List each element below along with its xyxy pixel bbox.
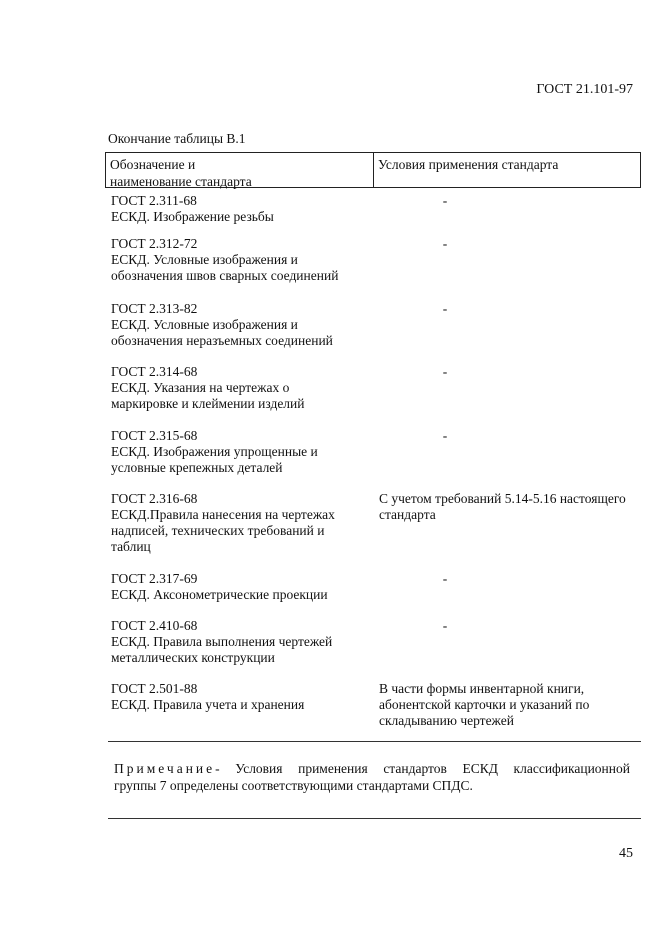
conditions-cell	[373, 364, 641, 428]
table-row	[105, 364, 641, 428]
standard-name: маркировке и клеймении изделий	[111, 396, 305, 411]
divider-bottom	[108, 818, 641, 819]
conditions-cell	[373, 618, 641, 681]
page-number: 45	[619, 846, 633, 861]
standard-name: ЕСКД. Правила учета и хранения	[111, 697, 305, 712]
designation-cell	[105, 681, 373, 731]
table-header	[105, 152, 641, 188]
condition-text: складыванию чертежей	[379, 713, 514, 728]
table-row	[105, 618, 641, 681]
conditions-cell	[373, 681, 641, 731]
standards-table	[105, 152, 641, 731]
note-line	[114, 760, 630, 777]
standard-name: ЕСКД. Условные изображения и	[111, 317, 298, 332]
standard-code: ГОСТ 2.313-82	[111, 301, 198, 316]
standard-code: ГОСТ 2.410-68	[111, 618, 198, 633]
standard-name: таблиц	[111, 539, 151, 554]
table-row	[105, 571, 641, 618]
standard-code: ГОСТ 2.312-72	[111, 236, 198, 251]
standard-code: ГОСТ 2.501-88	[111, 681, 198, 696]
conditions-cell	[373, 301, 641, 364]
table-row	[105, 681, 641, 731]
standard-name: ЕСКД.Правила нанесения на чертежах	[111, 507, 335, 522]
standard-name: металлических конструкции	[111, 650, 275, 665]
note-label: Примечание	[114, 761, 216, 776]
condition-text: абонентской карточки и указаний по	[379, 697, 590, 712]
conditions-cell	[373, 491, 641, 571]
standard-name: ЕСКД. Правила выполнения чертежей	[111, 634, 333, 649]
table-row	[105, 236, 641, 301]
document-code: ГОСТ 21.101-97	[536, 82, 633, 97]
condition-text: -	[442, 301, 448, 316]
table-row	[105, 428, 641, 491]
standard-code: ГОСТ 2.315-68	[111, 428, 198, 443]
condition-text: -	[442, 236, 448, 251]
col-header-conditions: Условия применения стандарта	[378, 157, 559, 172]
table-row	[105, 301, 641, 364]
col-header-designation	[106, 153, 374, 187]
standard-name: обозначения неразъемных соединений	[111, 333, 333, 348]
col-header-line: Обозначение и	[110, 157, 196, 172]
col-header-line: наименование стандарта	[110, 174, 252, 189]
table-caption: Окончание таблицы В.1	[108, 131, 246, 146]
standard-name: ЕСКД. Изображение резьбы	[111, 209, 274, 224]
table-row	[105, 491, 641, 571]
note-line: группы 7 определены соответствующими стандартами СПДС.	[114, 778, 473, 793]
table-note	[114, 760, 630, 794]
standard-name: обозначения швов сварных соединений	[111, 268, 339, 283]
condition-text: -	[442, 618, 448, 633]
note-text: - Условия применения стандартов ЕСКД классификационной	[215, 761, 630, 776]
conditions-cell	[373, 193, 641, 236]
standard-name: условные крепежных деталей	[111, 460, 283, 475]
standard-code: ГОСТ 2.314-68	[111, 364, 198, 379]
divider-top	[108, 741, 641, 742]
standard-code: ГОСТ 2.311-68	[111, 193, 197, 208]
standard-name: ЕСКД. Условные изображения и	[111, 252, 298, 267]
condition-text: -	[442, 193, 448, 208]
conditions-cell	[373, 236, 641, 301]
designation-cell	[105, 491, 373, 571]
condition-text: -	[442, 364, 448, 379]
standard-code: ГОСТ 2.316-68	[111, 491, 198, 506]
standard-name: ЕСКД. Аксонометрические проекции	[111, 587, 328, 602]
table-row	[105, 193, 641, 236]
conditions-cell	[373, 428, 641, 491]
condition-text: В части формы инвентарной книги,	[379, 681, 585, 696]
conditions-cell	[373, 571, 641, 618]
condition-text: -	[442, 571, 448, 586]
condition-text: С учетом требований 5.14-5.16 настоящего	[379, 491, 626, 506]
standard-name: надписей, технических требований и	[111, 523, 325, 538]
standard-name: ЕСКД. Изображения упрощенные и	[111, 444, 318, 459]
condition-text: стандарта	[379, 507, 436, 522]
standard-name: ЕСКД. Указания на чертежах о	[111, 380, 290, 395]
condition-text: -	[442, 428, 448, 443]
standard-code: ГОСТ 2.317-69	[111, 571, 198, 586]
